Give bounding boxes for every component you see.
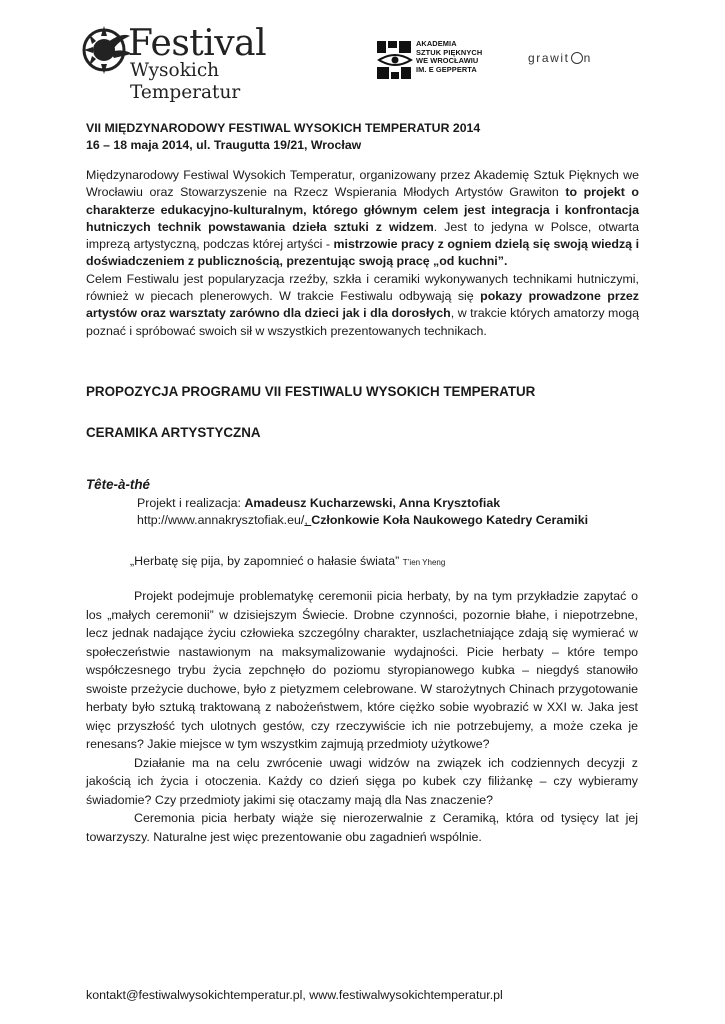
quote (130, 553, 630, 571)
footer-contact: kontakt@festiwalwysokichtemperatur.pl, www.festiwalwysokichtemperatur.pl (86, 988, 503, 1002)
festival-logo-subtitle: Wysokich Temperatur (130, 60, 241, 103)
description-paragraph: Działanie ma na celu zwrócenie uwagi widzów na związek ich codziennych decyzji z jakością ich życia i otoczenia. Każdy co dzień sięga po kubek czy filiżankę – czy wybieramy świadomie? Czy przedmioty jakimi się otaczamy mają dla Nas znaczenie? (86, 755, 638, 807)
project-url-link[interactable]: http://www.annakrysztofiak.eu/ (137, 513, 305, 528)
intro-text: Międzynarodowy Festiwal Wysokich Temperatur, organizowany przez Akademię Sztuk Pięknych we Wrocławiu oraz Stowarzyszenie na Rzecz Wspierania Młodych Artystów Grawiton (86, 168, 639, 200)
intro-paragraph (86, 167, 639, 271)
academy-line: WE WROCŁAWIU (416, 56, 479, 66)
intro-text: , w trakcie których amatorzy mogą poznać i spróbować swoich sił w wszystkich prezentowanych technikach. (86, 306, 640, 338)
url-line (137, 512, 637, 529)
academy-line: AKADEMIA (416, 39, 457, 48)
project-credits (137, 495, 637, 530)
festival-title (86, 120, 646, 154)
grawiton-logo-text-end: n (583, 51, 592, 65)
academy-line: IM. E GEPPERTA (416, 64, 477, 74)
festival-logo-word: Festival (128, 23, 267, 64)
members-text: Członkowie Koła Naukowego Katedry Ceramiki (311, 513, 589, 528)
intro-text-bold: mistrzowie pracy z ogniem dzielą się swoją wiedzą i doświadczeniem z publicznością, prezentując swoją pracę „od kuchni”. (86, 237, 640, 269)
intro-text: Celem Festiwalu jest popularyzacja rzeźby, szkła i ceramiki wykonywanych technikami hutniczymi, również w piecach plenerowych. W trakcie Festiwalu odbywają się (86, 271, 639, 304)
intro-text-bold: pokazy prowadzone przez artystów oraz warsztaty zarówno dla dzieci jak i dla dorosłych (86, 289, 639, 321)
url-separator: , (304, 513, 312, 528)
intro-section (86, 167, 639, 340)
grawiton-logo-text: grawit (528, 51, 570, 65)
intro-text-bold: to projekt o charakterze edukacyjno-kulturalnym, którego głównym celem jest integracja i konfrontacja hutniczych technik powstawania dzieła sztuki z widzem (86, 185, 639, 234)
intro-paragraph (86, 271, 639, 340)
program-heading: PROPOZYCJA PROGRAMU VII FESTIWALU WYSOKICH TEMPERATUR (86, 384, 536, 399)
description-paragraph: Ceremonia picia herbaty wiąże się nierozerwalnie z Ceramiką, która od tysięcy lat jej towarzyszy. Naturalne jest więc prezentowanie obu zagadnień wspólnie. (86, 811, 638, 844)
academy-emblem-icon (376, 40, 414, 80)
academy-line: SZTUK PIĘKNYCH (416, 47, 483, 57)
quote-text: „Herbatę się pija, by zapomnieć o hałasie świata” (130, 554, 400, 568)
project-description (86, 587, 638, 846)
authors-line (137, 495, 637, 512)
academy-logo (376, 40, 494, 80)
ring-icon (571, 52, 583, 64)
festival-dates-line: 16 – 18 maja 2014, ul. Traugutta 19/21, Wrocław (86, 138, 362, 152)
festival-title-line: VII MIĘDZYNARODOWY FESTIWAL WYSOKICH TEMPERATUR 2014 (86, 121, 481, 135)
quote-author: T’ien Yheng (402, 558, 446, 567)
authors-label: Projekt i realizacja: (137, 496, 245, 510)
project-title: Tête-à-thé (86, 477, 150, 492)
authors-names: Amadeusz Kucharzewski, Anna Krysztofiak (244, 496, 501, 510)
intro-text: . Jest to jedyna w Polsce, otwarta imprezą artystyczną, podczas której artyści - (86, 219, 639, 252)
description-paragraph: Projekt podejmuje problematykę ceremonii picia herbaty, by na tym przykładzie zapytać o los „małych ceremonii” w dzisiejszym Świecie. Drobne czynności, pozornie błahe, i niepotrzebne, lecz jednak nadające życiu człowieka szczególny charakter, uszlachetniające zdają się wymierać w społeczeństwie nastawionym na maksymalizowanie wydajności. Picie herbaty – które tempo współczesnego trybu życia zepchnęło do poziomu styropianowego kubka – niegdyś stanowiło swoiste przeżycie duchowe, było z pietyzmem celebrowane. W starożytnych Chinach przygotowanie herbaty było sztuką traktowaną z nabożeństwem, które ciężko sobie wyobrazić w XXI w. Jaka jest więc przyszłość tych ulotnych gestów, czy rzeczywiście ich nie potrzebujemy, a może czeka je renesans? Jakie miejsce w tym wszystkim zajmują przedmioty użytkowe? (86, 589, 638, 751)
festival-logo (78, 22, 328, 103)
grawiton-logo (528, 51, 592, 65)
category-heading: CERAMIKA ARTYSTYCZNA (86, 425, 261, 440)
academy-name (416, 40, 482, 74)
flame-sun-icon (78, 22, 134, 78)
